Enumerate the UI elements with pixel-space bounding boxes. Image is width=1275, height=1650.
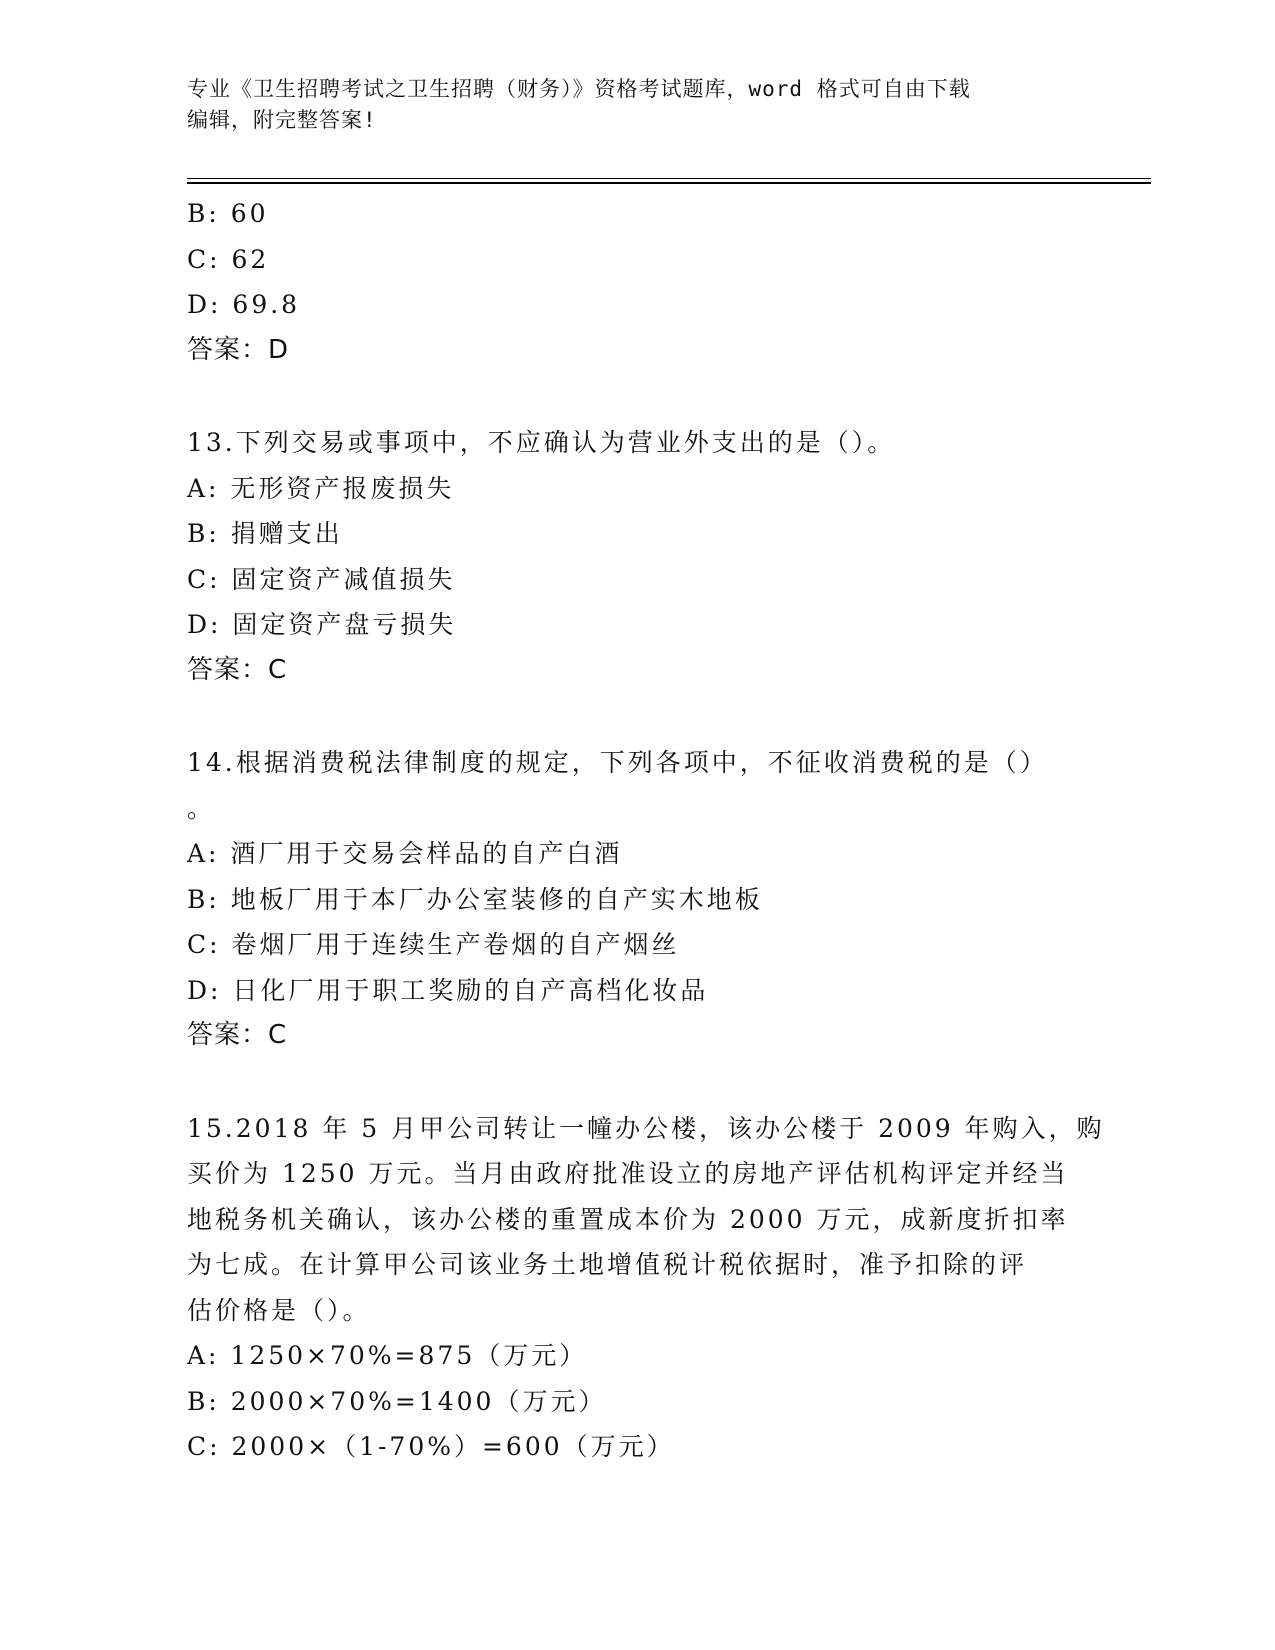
option-c: C: 卷烟厂用于连续生产卷烟的自产烟丝 [187, 930, 680, 959]
option-a: A: 1250×70%=875（万元） [187, 1341, 588, 1370]
header-line-2: 编辑，附完整答案! [187, 108, 377, 132]
option-c: C: 2000×（1-70%）=600（万元） [187, 1432, 675, 1461]
question-stem-line-4: 为七成。在计算甲公司该业务土地增值税计税依据时，准予扣除的评 [187, 1250, 1028, 1279]
document-header [187, 74, 1067, 136]
option-c: C: 固定资产减值损失 [187, 564, 456, 594]
question-content [187, 191, 1105, 1470]
option-b: B: 60 [187, 199, 269, 228]
header-divider-thick [187, 182, 1151, 184]
question-12-tail [187, 191, 1087, 373]
question-15 [187, 1106, 1105, 1470]
question-stem-line-3: 地税务机关确认，该办公楼的重置成本价为 2000 万元，成新度折扣率 [187, 1204, 1069, 1234]
option-c: C: 62 [187, 244, 270, 274]
header-line-1: 专业《卫生招聘考试之卫生招聘（财务）》资格考试题库，word 格式可自由下载 [187, 77, 971, 101]
question-stem-line-2: 。 [187, 793, 216, 823]
spacer [187, 373, 1087, 420]
question-stem-line-2: 买价为 1250 万元。当月由政府批准设立的房地产评估机构评定并经当 [187, 1159, 1069, 1188]
option-d: D: 固定资产盘亏损失 [187, 610, 457, 639]
question-stem: 13.下列交易或事项中，不应确认为营业外支出的是（）。 [187, 428, 896, 457]
option-d: D: 69.8 [187, 290, 301, 319]
question-stem-line-1: 14.根据消费税法律制度的规定，下列各项中，不征收消费税的是（） [187, 748, 1048, 777]
option-d: D: 日化厂用于职工奖励的自产高档化妆品 [187, 975, 709, 1005]
question-stem-line-5: 估价格是（）。 [187, 1295, 371, 1325]
question-13 [187, 420, 1087, 693]
option-a: A: 无形资产报废损失 [187, 473, 455, 503]
option-b: B: 2000×70%=1400（万元） [187, 1386, 607, 1416]
answer: 答案：D [187, 334, 290, 365]
question-14 [187, 740, 1087, 1059]
answer: 答案：C [187, 1020, 288, 1050]
question-stem-line-1: 15.2018 年 5 月甲公司转让一幢办公楼，该办公楼于 2009 年购入，购 [187, 1113, 1105, 1143]
spacer [187, 693, 1087, 740]
option-b: B: 地板厂用于本厂办公室装修的自产实木地板 [187, 884, 763, 914]
header-divider-thin [187, 178, 1151, 179]
answer: 答案：C [187, 654, 288, 685]
option-a: A: 酒厂用于交易会样品的自产白酒 [187, 839, 623, 868]
option-b: B: 捐赠支出 [187, 519, 343, 548]
spacer [187, 1059, 1087, 1106]
